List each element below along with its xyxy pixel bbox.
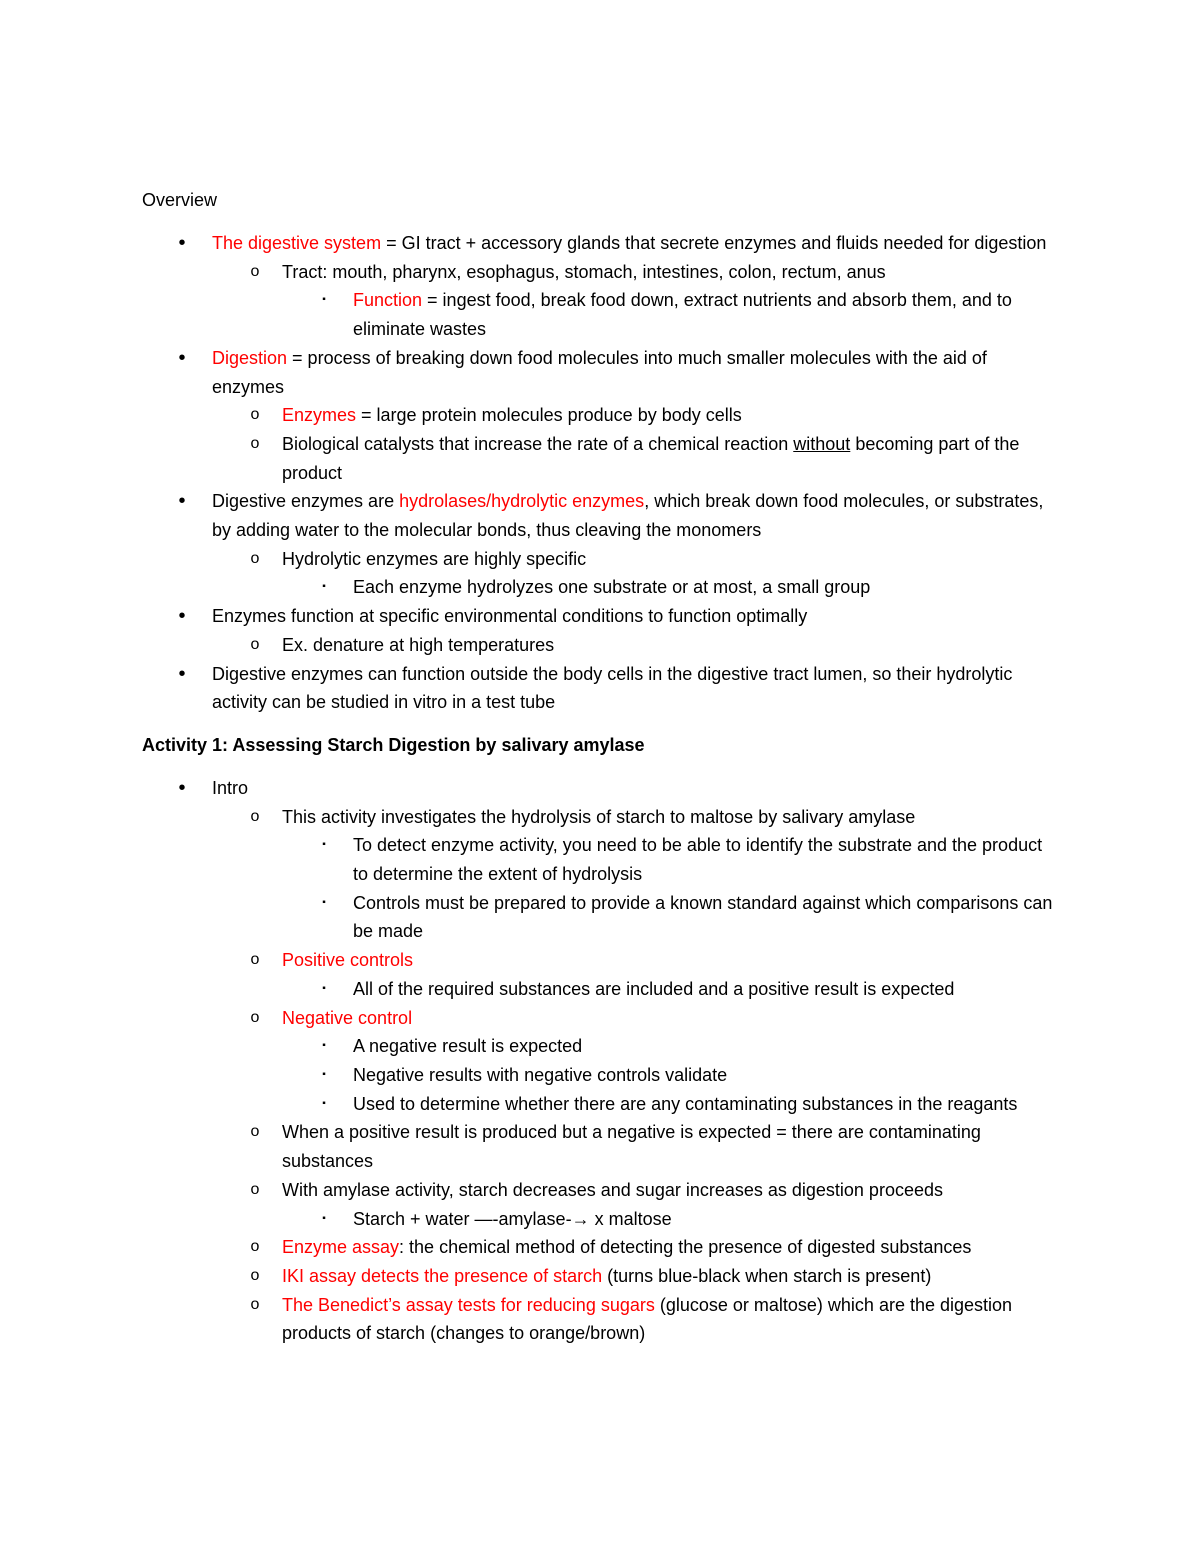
list-item xyxy=(142,344,1062,401)
bullet-circle-icon: o xyxy=(250,951,260,969)
bullet-circle-icon: o xyxy=(250,549,260,567)
activity1-heading: Activity 1: Assessing Starch Digestion by salivary amylase xyxy=(142,734,645,755)
list-item-text: Intro xyxy=(212,777,249,798)
list-item-text: (turns blue-black when starch is present) xyxy=(602,1265,932,1286)
bullet-circle-icon: o xyxy=(250,406,260,424)
list-item-text: becoming part of the product xyxy=(282,433,1020,483)
list-item xyxy=(142,258,1062,287)
list-item xyxy=(142,545,1062,574)
list-item xyxy=(142,631,1062,660)
list-item xyxy=(142,1205,1062,1234)
bullet-disc-icon: • xyxy=(178,605,186,628)
list-item-text: = ingest food, break food down, extract nutrients and absorb them, and to eliminate wastes xyxy=(353,290,1012,340)
bullet-square-icon: ▪ xyxy=(322,1040,326,1052)
list-item xyxy=(142,946,1062,975)
bullet-disc-icon: • xyxy=(178,490,186,513)
list-item xyxy=(142,831,1062,888)
list-item-text: All of the required substances are included and a positive result is expected xyxy=(353,978,955,999)
list-item-text: Ex. denature at high temperatures xyxy=(282,634,555,655)
highlighted-term: Enzymes xyxy=(282,405,357,426)
list-item xyxy=(142,1291,1062,1348)
list-item xyxy=(142,286,1062,343)
list-item xyxy=(142,660,1062,717)
list-item-text: = process of breaking down food molecules into much smaller molecules with the aid of enzymes xyxy=(212,347,987,397)
bullet-square-icon: ▪ xyxy=(322,1068,326,1080)
highlighted-term: Enzyme assay xyxy=(282,1237,400,1258)
bullet-square-icon: ▪ xyxy=(322,1212,326,1224)
highlighted-term: The digestive system xyxy=(212,233,382,253)
bullet-circle-icon: o xyxy=(250,1266,260,1284)
list-item-text: Digestive enzymes are xyxy=(212,491,400,512)
highlighted-term: Digestion xyxy=(212,347,288,368)
bullet-square-icon: ▪ xyxy=(322,581,326,593)
bullet-square-icon: ▪ xyxy=(322,294,326,306)
list-item xyxy=(142,487,1062,544)
highlighted-term: IKI assay detects the presence of starch xyxy=(282,1265,603,1286)
highlighted-term: Positive controls xyxy=(282,950,414,971)
bullet-square-icon: ▪ xyxy=(322,839,326,851)
bullet-circle-icon: o xyxy=(250,1008,260,1026)
list-item xyxy=(142,1233,1062,1262)
list-item xyxy=(142,889,1062,946)
highlighted-term: The Benedict’s assay tests for reducing sugars xyxy=(282,1294,655,1315)
list-item-text: With amylase activity, starch decreases and sugar increases as digestion proceeds xyxy=(282,1179,943,1200)
list-item-text: When a positive result is produced but a negative is expected = there are contaminating substances xyxy=(282,1122,981,1172)
bullet-disc-icon: • xyxy=(178,346,186,369)
list-item-text: (glucose or maltose) which are the digestion products of starch (changes to orange/brown) xyxy=(282,1294,1013,1344)
list-item-text: = large protein molecules produce by body cells xyxy=(356,405,742,426)
list-item-text: Used to determine whether there are any contaminating substances in the reagants xyxy=(353,1093,1018,1114)
list-item-text: : the chemical method of detecting the presence of digested substances xyxy=(399,1237,972,1258)
bullet-square-icon: ▪ xyxy=(322,896,326,908)
bullet-circle-icon: o xyxy=(250,1180,260,1198)
list-item-text: Tract: mouth, pharynx, esophagus, stomach, intestines, colon, rectum, anus xyxy=(282,261,886,282)
list-item-text: A negative result is expected xyxy=(353,1036,583,1057)
bullet-circle-icon: o xyxy=(250,635,260,653)
list-item-text: = GI tract + accessory glands that secrete enzymes and fluids needed for digestion xyxy=(381,233,1047,253)
list-item xyxy=(142,1090,1062,1119)
list-item-text: Digestive enzymes can function outside the body cells in the digestive tract lumen, so their hydrolytic activity can be studied in vitro in a test tube xyxy=(212,663,1013,713)
activity1-list xyxy=(142,774,1062,1348)
list-item-text: Biological catalysts that increase the rate of a chemical reaction xyxy=(282,433,794,454)
highlighted-term: Function xyxy=(353,290,423,311)
list-item-text: Hydrolytic enzymes are highly specific xyxy=(282,548,587,569)
highlighted-term: Negative control xyxy=(282,1007,413,1028)
list-item xyxy=(142,1118,1062,1175)
list-item xyxy=(142,975,1062,1004)
list-item xyxy=(142,602,1062,631)
list-item-text: without xyxy=(793,433,851,454)
bullet-circle-icon: o xyxy=(250,807,260,825)
list-item-text: Each enzyme hydrolyzes one substrate or at most, a small group xyxy=(353,577,871,598)
list-item xyxy=(142,573,1062,602)
bullet-circle-icon: o xyxy=(250,434,260,452)
list-item xyxy=(142,401,1062,430)
bullet-square-icon: ▪ xyxy=(322,982,326,994)
list-item-text: Controls must be prepared to provide a known standard against which comparisons can be made xyxy=(353,892,1053,942)
overview-list xyxy=(142,229,1062,717)
list-item xyxy=(142,1262,1062,1291)
list-item-text: To detect enzyme activity, you need to be able to identify the substrate and the product to determine the extent of hydrolysis xyxy=(353,835,1043,885)
bullet-square-icon: ▪ xyxy=(322,1097,326,1109)
list-item xyxy=(142,1004,1062,1033)
list-item xyxy=(142,1032,1062,1061)
bullet-circle-icon: o xyxy=(250,1123,260,1141)
list-item-text: This activity investigates the hydrolysis of starch to maltose by salivary amylase xyxy=(282,806,916,827)
list-item-text: Starch + water —-amylase-→ x maltose xyxy=(353,1208,672,1229)
list-item xyxy=(142,1176,1062,1205)
bullet-circle-icon: o xyxy=(250,1295,260,1313)
bullet-circle-icon: o xyxy=(250,262,260,280)
bullet-disc-icon: • xyxy=(178,232,186,254)
list-item xyxy=(142,430,1062,487)
list-item-text: , which break down food molecules, or substrates, by adding water to the molecular bonds, thus cleaving the monomers xyxy=(212,491,1044,541)
document-body xyxy=(142,186,1062,1348)
bullet-disc-icon: • xyxy=(178,776,186,799)
list-item xyxy=(142,1061,1062,1090)
list-item xyxy=(142,229,1062,258)
list-item-text: Negative results with negative controls validate xyxy=(353,1064,728,1085)
highlighted-term: hydrolases/hydrolytic enzymes xyxy=(399,491,645,512)
list-item xyxy=(142,803,1062,832)
bullet-circle-icon: o xyxy=(250,1238,260,1256)
bullet-disc-icon: • xyxy=(178,662,186,685)
list-item xyxy=(142,774,1062,803)
list-item-text: Enzymes function at specific environmental conditions to function optimally xyxy=(212,606,808,627)
overview-heading: Overview xyxy=(142,190,218,210)
